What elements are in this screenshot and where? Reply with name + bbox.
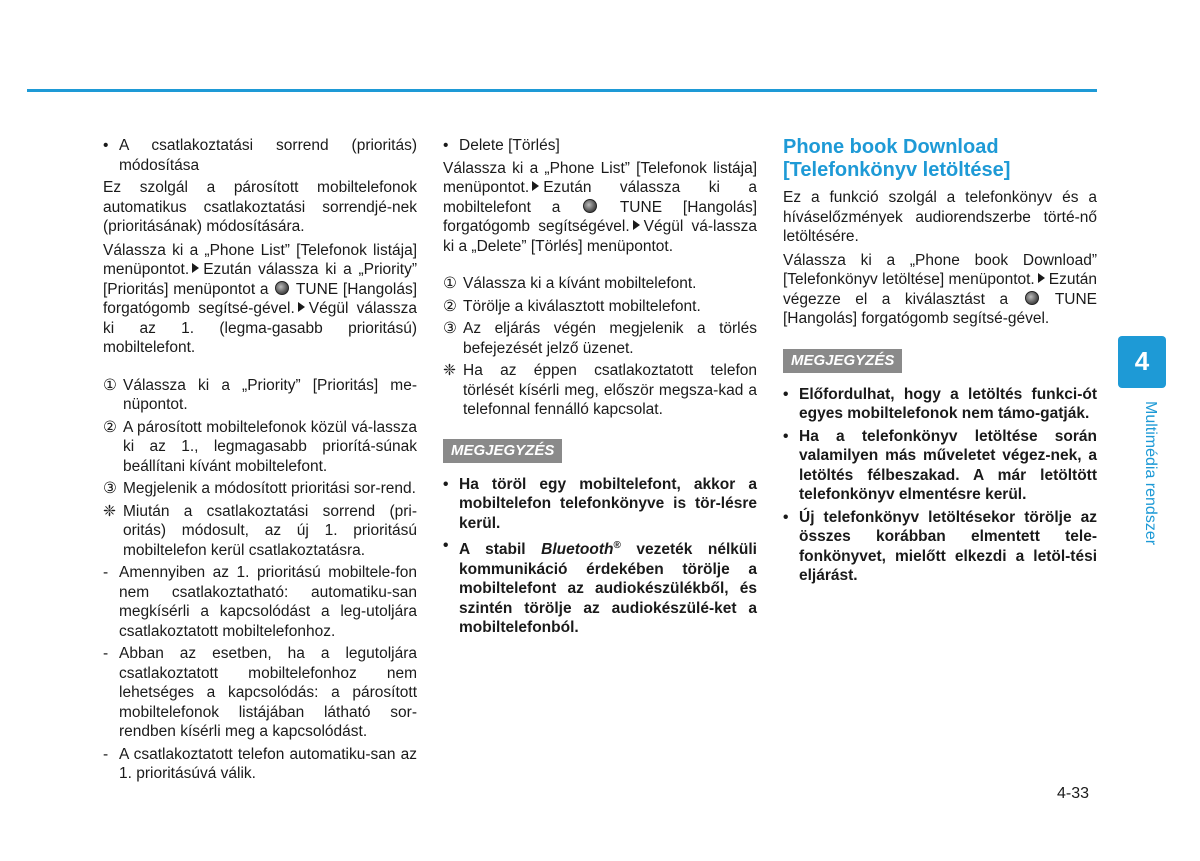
text: Ezután végezze el a kiválasztást a xyxy=(783,271,1097,308)
star-note xyxy=(103,502,417,561)
step-1 xyxy=(443,274,757,294)
arrow-right-icon xyxy=(298,302,305,312)
text: A stabil xyxy=(459,541,526,559)
section-heading: Phone book Download [Telefonkönyv letöltése] xyxy=(783,136,1011,181)
note-text: Új telefonkönyv letöltésekor törölje az összes korábban elmentett tele-fonkönyvet, mielőtt elkezdi a letöl-tési eljárást. xyxy=(799,508,1097,584)
text: TUNE [Hangolás] forgatógomb segítségével. xyxy=(443,198,758,235)
note-item xyxy=(783,508,1097,586)
bullet-marker: • xyxy=(783,427,789,445)
tune-knob-icon xyxy=(583,199,597,213)
text: Válassza ki a „Phone book Download” [Telefonkönyv letöltése] menüpontot. xyxy=(783,251,1097,288)
note-item xyxy=(783,427,1097,505)
paragraph: Ez szolgál a párosított mobiltelefonok automatikus csatlakoztatási sorrendjé-nek (prioritásának) módosítására. xyxy=(103,179,417,235)
bluetooth-term: Bluetooth xyxy=(541,541,614,559)
paragraph: Ez a funkció szolgál a telefonkönyv és a híváselőzmények audiorendszerbe törté-nő letöltésére. xyxy=(783,189,1097,245)
dash-text: A csatlakoztatott telefon automatiku-san az 1. prioritásúvá válik. xyxy=(119,745,417,782)
bullet-marker: • xyxy=(103,137,109,154)
text: Végül vá-lassza ki a „Delete” [Törlés] menüpontot. xyxy=(443,218,757,255)
dash-text: Amennyiben az 1. prioritású mobiltele-fon nem csatlakoztatható: automatiku-san megkísérli a kapcsolódást a leg-utoljára csatlakoztatott mobiltelefonhoz. xyxy=(119,564,417,640)
text: Válassza ki a „Phone List” [Telefonok listája] menüpontot. xyxy=(443,159,757,196)
bullet-marker: • xyxy=(443,475,449,493)
note-item xyxy=(783,385,1097,424)
star-note-text: Miután a csatlakoztatási sorrend (pri-oritás) módosult, az új 1. prioritású mobiltelefon kerül csatlakoztatásra. xyxy=(123,502,417,559)
paragraph-instructions xyxy=(783,251,1097,329)
paragraph-instructions xyxy=(103,241,417,358)
page-number: 4-33 xyxy=(1057,785,1090,802)
step-3 xyxy=(443,319,757,358)
step-1 xyxy=(103,376,417,415)
note-label: MEGJEGYZÉS xyxy=(443,439,562,463)
note-text: Ha a telefonkönyv letöltése során valamilyen más műveletet végez-nek, a letöltés félbeszakad. A már letöltött telefonkönyv elmentésre kerül. xyxy=(799,427,1097,503)
dash-marker: - xyxy=(103,564,109,581)
arrow-right-icon xyxy=(192,263,199,273)
step-3 xyxy=(103,479,417,499)
star-marker: ❈ xyxy=(443,362,456,379)
text: Válassza ki a „Phone List” [Telefonok listája] menüpontot. xyxy=(103,241,417,278)
text: Ezután válassza ki a mobiltelefont a xyxy=(443,179,757,216)
registered-mark: ® xyxy=(613,540,621,551)
star-note-text: Ha az éppen csatlakoztatott telefon törlését kísérli meg, először megsza-kad a telefonnal fennálló kapcsolat. xyxy=(463,362,757,418)
star-marker: ❈ xyxy=(103,502,116,520)
text: TUNE [Hangolás] forgatógomb segítsé-gével. xyxy=(103,280,418,317)
bullet-marker: • xyxy=(443,537,449,554)
step-number: ③ xyxy=(443,320,457,337)
note-item xyxy=(443,475,757,534)
column-1 xyxy=(103,136,417,787)
bullet-marker: • xyxy=(443,137,449,154)
text: Végül válassza ki az 1. (legma-gasabb prioritású) mobiltelefont. xyxy=(103,300,417,356)
note-text xyxy=(459,536,757,638)
step-text: Megjelenik a módosított prioritási sor-rend. xyxy=(123,480,416,497)
step-number: ② xyxy=(103,418,117,436)
tune-knob-icon xyxy=(275,281,289,295)
chapter-title: Multimédia rendszer xyxy=(1142,401,1159,546)
step-number: ② xyxy=(443,297,457,315)
chapter-tab: 4 xyxy=(1118,336,1166,388)
dash-item xyxy=(103,563,417,641)
paragraph-instructions xyxy=(443,159,757,257)
text: TUNE [Hangolás] forgatógomb segítsé-gével. xyxy=(783,290,1098,327)
bullet-marker: • xyxy=(783,385,789,403)
dash-text: Abban az esetben, ha a legutoljára csatlakoztatott mobiltelefonhoz nem lehetséges a kapcsolódás: a párosított mobiltelefonok listájában látható sor-rendben kísérli meg a kapcsolódást. xyxy=(119,645,417,740)
arrow-right-icon xyxy=(633,220,640,230)
dash-marker: - xyxy=(103,645,109,662)
text: Ezután válassza ki a „Priority” [Prioritás] menüpontot a xyxy=(103,261,417,298)
tune-knob-icon xyxy=(1025,291,1039,305)
dash-item xyxy=(103,745,417,784)
column-2 xyxy=(443,136,757,641)
column-3 xyxy=(783,136,1097,589)
step-text: Törölje a kiválasztott mobiltelefont. xyxy=(463,297,701,315)
note-text: Ha töröl egy mobiltelefont, akkor a mobiltelefon telefonkönyve is tör-lésre kerül. xyxy=(459,475,757,532)
section-bullet-delete xyxy=(443,136,757,156)
step-text: Válassza ki a kívánt mobiltelefont. xyxy=(463,275,697,292)
note-text: Előfordulhat, hogy a letöltés funkci-ót egyes mobiltelefonok nem támo-gatják. xyxy=(799,385,1097,422)
dash-marker: - xyxy=(103,745,109,763)
step-text: A párosított mobiltelefonok közül vá-lassza ki az 1., legmagasabb priorítá-súnak beállítani kívánt mobiltelefont. xyxy=(123,418,417,475)
step-2 xyxy=(103,418,417,477)
dash-item xyxy=(103,644,417,742)
note-item xyxy=(443,536,757,638)
step-number: ① xyxy=(103,376,117,394)
note-label: MEGJEGYZÉS xyxy=(783,349,902,373)
arrow-right-icon xyxy=(1038,273,1045,283)
step-2 xyxy=(443,297,757,317)
step-text: Válassza ki a „Priority” [Prioritás] me-nüpontot. xyxy=(123,376,417,413)
step-number: ③ xyxy=(103,480,117,497)
section-title: A csatlakoztatási sorrend (prioritás) módosítása xyxy=(119,137,417,174)
section-title: Delete [Törlés] xyxy=(459,137,560,154)
step-number: ① xyxy=(443,275,457,292)
step-text: Az eljárás végén megjelenik a törlés befejezését jelző üzenet. xyxy=(463,320,757,357)
arrow-right-icon xyxy=(532,181,539,191)
star-note xyxy=(443,361,757,420)
section-bullet-priority xyxy=(103,136,417,175)
bullet-marker: • xyxy=(783,508,789,526)
text: vezeték nélküli kommunikáció érdekében törölje a mobiltelefont az audiokészülékből, és szintén törölje az audiokészülé-ket a mobiltelefonból. xyxy=(459,541,757,637)
top-rule xyxy=(27,89,1097,92)
